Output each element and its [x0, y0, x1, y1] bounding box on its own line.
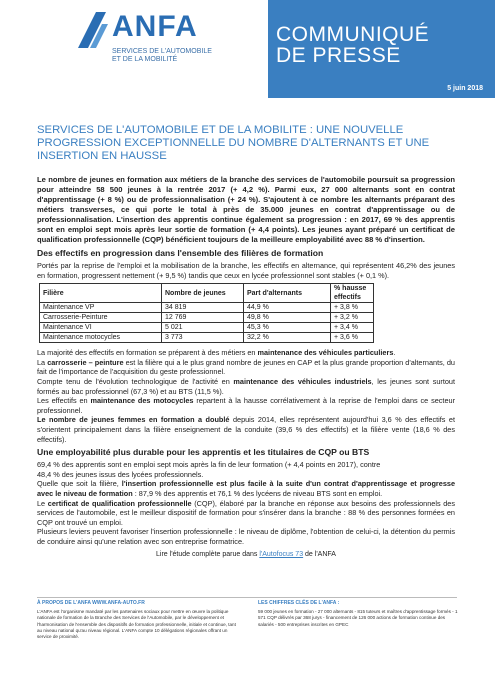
table-row [40, 333, 374, 343]
table-header: Nombre de jeunes [162, 284, 244, 303]
table-cell: Maintenance VI [40, 323, 162, 333]
section-heading-effectifs: Des effectifs en progression dans l'ensemble des filières de formation [37, 248, 324, 258]
table-cell: + 3,6 % [331, 333, 374, 343]
paragraph-carrosserie: La carrosserie – peinture est la filière qui a le plus grand nombre de jeunes en CAP et la plus grande proportion d'alternants, du fait de l'importance de l'acquisition du geste professionnel. [37, 357, 455, 377]
logo-name: ANFA [112, 10, 198, 43]
table-cell: 44,9 % [244, 303, 331, 313]
section-heading-employabilite: Une employabilité plus durable pour les apprentis et les titulaires de CQP ou BTS [37, 447, 370, 458]
table-cell: 3 773 [162, 333, 244, 343]
anfa-logo [76, 8, 266, 78]
paragraph-femmes: Le nombre de jeunes femmes en formation a doublé depuis 2014, elles représentent aujourd'hui 3,6 % des effectifs et s'orientent principalement dans la filière enseignement de la conduite (39,6 % des effectifs) et la filière vente (18,6 % des effectifs). [37, 415, 455, 444]
table-row [40, 313, 374, 323]
section-intro: Portés par la reprise de l'emploi et la mobilisation de la branche, les effectifs en alternance, qui représentent 46,2% des jeunes en formation, progressent nettement (+ 9,5 %) tandis que ceux en lycée professionnel sont stables (+ 0,1 %). [37, 261, 455, 280]
paragraph-leviers: Plusieurs leviers peuvent favoriser l'insertion professionnelle : le niveau de diplôme, l'obtention de celui-ci, la détention du permis de conduire ainsi qu'une relation avec son entreprise formatrice. [37, 527, 455, 546]
table-cell: 5 021 [162, 323, 244, 333]
paragraph-vp: La majorité des effectifs en formation se préparent à des métiers en maintenance des véhicules particuliers. [37, 348, 396, 358]
footer-about-text: L'ANFA est l'organisme mandaté par les partenaires sociaux pour mettre en œuvre la politique nationale de formation de la Branche des Services de l'Automobile, par le développement et l'harmonisation de l'ensemble des dispositifs de formation professionnelle, initiale et continue, tant au niveau national qu'au niveau régional. L'ANFA compte 10 délégations régionales offrant un service de proximité. [37, 609, 236, 640]
table-cell: 34 819 [162, 303, 244, 313]
table-row [40, 323, 374, 333]
footer-about [37, 600, 237, 640]
footer-key-figures [258, 600, 458, 628]
press-release-banner [268, 0, 495, 98]
autofocus-link[interactable]: l'Autofocus 73 [259, 551, 304, 559]
paragraph-cqp: Le certificat de qualification professionnelle (CQP), élaboré par la branche en réponse aux besoins des professionnels des services de l'automobile, est le meilleur dispositif de formation pour s'insérer dans la branche : 88 % des personnes formées en CQP ont trouvé un emploi. [37, 498, 456, 527]
table-header: Filière [40, 284, 162, 303]
footer-key-figures-text: 59 000 jeunes en formation - 27 000 alternants - 815 tuteurs et maîtres d'apprentissage formés - 1 571 CQP délivrés par 368 jurys - financement de 126 000 actions de formation continue des salariés - 500 entreprises inscrites en GPEC [258, 609, 458, 627]
table-cell: 12 769 [162, 313, 244, 323]
footer-key-figures-heading: LES CHIFFRES CLÉS DE L'ANFA : [258, 600, 340, 606]
table-header: % hausse effectifs [331, 284, 374, 303]
table-cell: Carrosserie-Peinture [40, 313, 162, 323]
table-cell: 32,2 % [244, 333, 331, 343]
table-cell: + 3,2 % [331, 313, 374, 323]
logo-subtitle: SERVICES DE L'AUTOMOBILE ET DE LA MOBILITÉ [112, 48, 212, 63]
table-cell: 49,8 % [244, 313, 331, 323]
lead-paragraph: Le nombre de jeunes en formation aux métiers de la branche des services de l'automobile poursuit sa progression pour atteindre 58 500 jeunes à la rentrée 2017 (+ 4,2 %). Parmi eux, 27 000 alternants sont en contrat d'apprentissage (+ 8 %) ou de professionnalisation (+ 24 %). S'ajoutent à ce nombre les alternants préparant des métiers transverses, ce qui porte le total à près de 35.000 jeunes en contrat d'apprentissage ou de professionnalisation. L'insertion des apprentis continue également sa progression : en 2017, 69 % des apprentis sont en emploi sept mois après leur sortie de formation (+ 4,4 points). Les jeunes ayant préparé un certificat de qualification professionnelle (CQP) bénéficient toujours de la meilleure employabilité avec 88 % d'insertion. [37, 175, 455, 244]
paragraph-insertion-1: 69,4 % des apprentis sont en emploi sept mois après la fin de leur formation (+ 4,4 points en 2017), contre [37, 460, 381, 470]
paragraph-moto: Les effectifs en maintenance des motocycles repartent à la hausse corrélativement à la reprise de l'emploi dans ce secteur professionnel. [37, 396, 455, 415]
release-date: 5 juin 2018 [447, 85, 483, 92]
table-cell: Maintenance VP [40, 303, 162, 313]
main-content [37, 175, 455, 560]
logo-wing-icon [76, 8, 110, 54]
footer-about-heading: À PROPOS DE L'ANFA WWW.ANFA-AUTO.FR [37, 600, 145, 606]
page-title: SERVICES DE L'AUTOMOBILE ET DE LA MOBILITE : UNE NOUVELLE PROGRESSION EXCEPTIONNELLE DU NOMBRE D'ALTERNANTS ET UNE INSERTION EN HAUSSE [37, 124, 430, 162]
table-cell: Maintenance motocycles [40, 333, 162, 343]
table-cell: 45,3 % [244, 323, 331, 333]
paragraph-vi: Compte tenu de l'évolution technologique de l'activité en maintenance des véhicules industriels, les jeunes sont surtout formés au bac professionnel (67,3 %) et au BTS (11,5 %). [37, 376, 456, 396]
table-cell: + 3,4 % [331, 323, 374, 333]
table-row [40, 303, 374, 313]
table-header: Part d'alternants [244, 284, 331, 303]
table-header-row [40, 284, 374, 303]
table-cell: + 3,8 % [331, 303, 374, 313]
paragraph-apprentissage: Quelle que soit la filière, l'insertion professionnelle est plus facile à la suite d'un contrat d'apprentissage et progresse avec le niveau de formation : 87,9 % des apprentis et 76,1 % des lycéens de niveau BTS sont en emploi. [37, 479, 455, 498]
paragraph-insertion-2: 48,4 % des jeunes issus des lycées professionnels. [37, 469, 204, 479]
footer-divider [37, 597, 457, 598]
banner-title: COMMUNIQUÉ DE PRESSE [276, 23, 430, 67]
read-more: Lire l'étude complète parue dans l'Autofocus 73 de l'ANFA [156, 551, 336, 559]
effectifs-table [39, 283, 374, 343]
